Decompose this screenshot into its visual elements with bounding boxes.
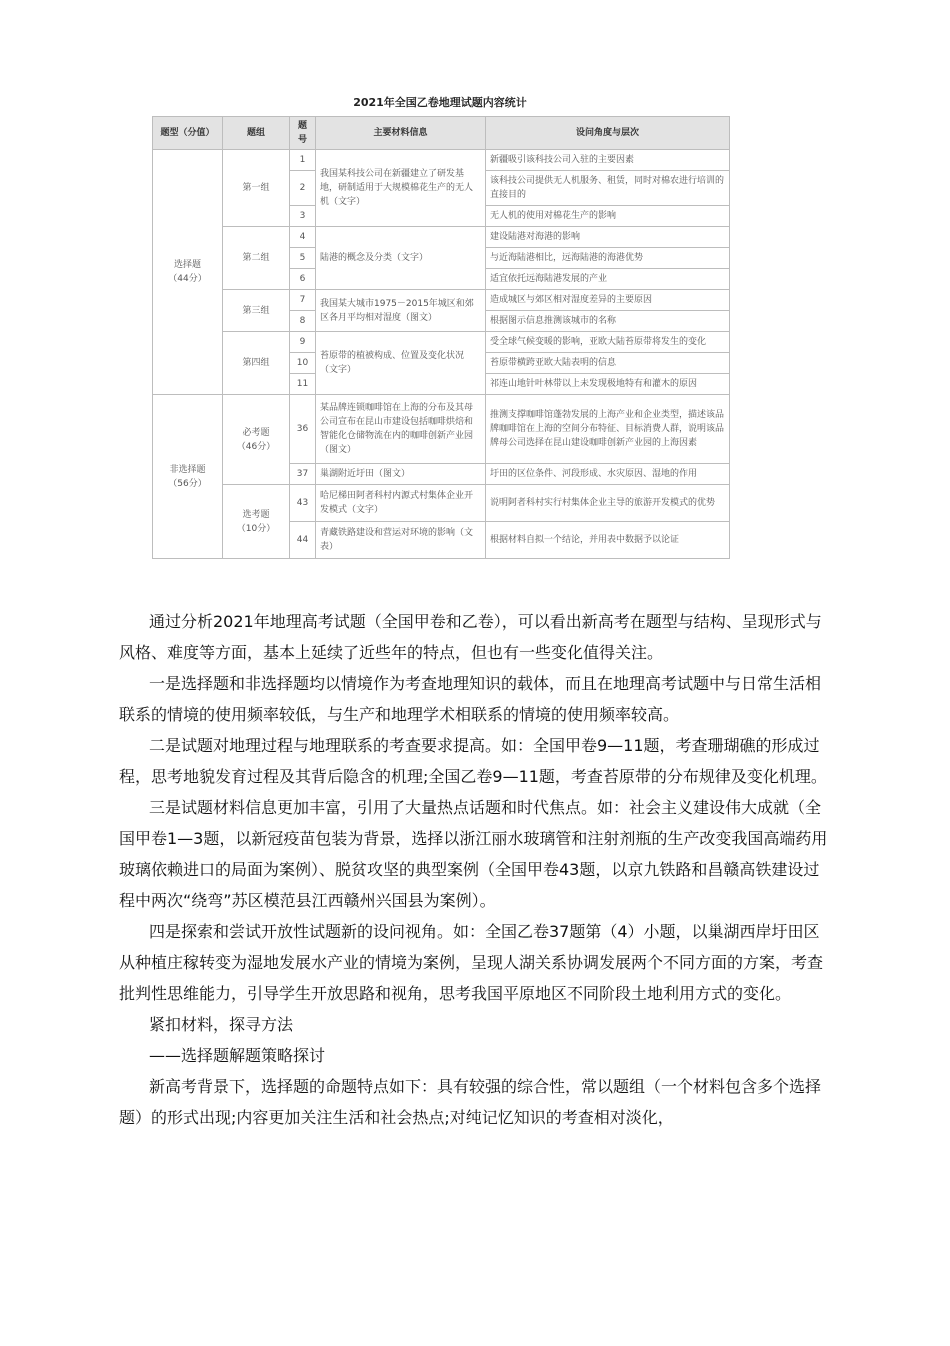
question-cell: 该科技公司提供无人机服务、租赁，同时对棉农进行培训的直接目的 xyxy=(486,171,730,206)
number-cell: 36 xyxy=(290,395,316,464)
question-cell: 推测支撑咖啡馆蓬勃发展的上海产业和企业类型，描述该品牌咖啡馆在上海的空间分布特征、目标消费人群，说明该品牌母公司选择在昆山建设咖啡创新产业园的上海因素 xyxy=(486,395,730,464)
table-row xyxy=(153,395,730,464)
number-cell: 11 xyxy=(290,374,316,395)
section-subheading: ——选择题解题策略探讨 xyxy=(149,1046,326,1065)
number-cell: 10 xyxy=(290,353,316,374)
question-cell: 无人机的使用对棉花生产的影响 xyxy=(486,206,730,227)
number-cell: 7 xyxy=(290,290,316,311)
number-cell: 3 xyxy=(290,206,316,227)
group-cell-optional: 选考题 （10分） xyxy=(223,485,290,559)
header-group: 题组 xyxy=(223,117,290,150)
number-cell: 9 xyxy=(290,332,316,353)
paragraph-point-two: 二是试题对地理过程与地理联系的考查要求提高。如：全国甲卷9—11题，考查珊瑚礁的形成过程，思考地貌发育过程及其背后隐含的机理;全国乙卷9—11题，考查苔原带的分布规律及变化机理。 xyxy=(119,736,827,786)
material-cell: 我国某大城市1975－2015年城区和郊区各月平均相对湿度（图文） xyxy=(316,290,486,332)
table-header-row xyxy=(153,117,730,150)
question-cell: 适宜依托远海陆港发展的产业 xyxy=(486,269,730,290)
paragraph-choice-features: 新高考背景下，选择题的命题特点如下：具有较强的综合性，常以题组（一个材料包含多个选择题）的形式出现;内容更加关注生活和社会热点;对纯记忆知识的考查相对淡化， xyxy=(119,1077,822,1127)
question-cell: 圩田的区位条件、河段形成、水灾原因、湿地的作用 xyxy=(486,464,730,485)
group-cell: 第二组 xyxy=(223,227,290,290)
statistics-table xyxy=(152,116,730,559)
header-number: 题号 xyxy=(290,117,316,150)
number-cell: 2 xyxy=(290,171,316,206)
paragraph-point-one: 一是选择题和非选择题均以情境作为考查地理知识的载体，而且在地理高考试题中与日常生活相联系的情境的使用频率较低，与生产和地理学术相联系的情境的使用频率较高。 xyxy=(119,674,822,724)
question-cell: 根据图示信息推测该城市的名称 xyxy=(486,311,730,332)
question-cell: 说明阿者科村实行村集体企业主导的旅游开发模式的优势 xyxy=(486,485,730,522)
statistics-figure xyxy=(148,86,732,598)
group-cell: 第四组 xyxy=(223,332,290,395)
number-cell: 6 xyxy=(290,269,316,290)
question-cell: 祁连山地针叶林带以上未发现极地特有和灌木的原因 xyxy=(486,374,730,395)
question-cell: 受全球气候变暖的影响，亚欧大陆苔原带将发生的变化 xyxy=(486,332,730,353)
question-cell: 与近海陆港相比，远海陆港的海港优势 xyxy=(486,248,730,269)
table-row xyxy=(153,227,730,248)
paragraph-point-four: 四是探索和尝试开放性试题新的设问视角。如：全国乙卷37题第（4）小题，以巢湖西岸圩田区从种植庄稼转变为湿地发展水产业的情境为案例，呈现人湖关系协调发展两个不同方面的方案，考查批判性思维能力，引导学生开放思路和视角，思考我国平原地区不同阶段土地利用方式的变化。 xyxy=(119,922,824,1003)
question-cell: 苔原带横跨亚欧大陆表明的信息 xyxy=(486,353,730,374)
number-cell: 1 xyxy=(290,150,316,171)
number-cell: 43 xyxy=(290,485,316,522)
table-row xyxy=(153,290,730,311)
group-cell: 第一组 xyxy=(223,150,290,227)
number-cell: 4 xyxy=(290,227,316,248)
group-cell-required: 必考题 （46分） xyxy=(223,395,290,485)
table-row xyxy=(153,485,730,522)
material-cell: 苔原带的植被构成、位置及变化状况（文字） xyxy=(316,332,486,395)
type-cell-choice: 选择题 （44分） xyxy=(153,150,223,395)
header-question: 设问角度与层次 xyxy=(486,117,730,150)
type-cell-nonchoice: 非选择题 （56分） xyxy=(153,395,223,559)
paragraph-intro: 通过分析2021年地理高考试题（全国甲卷和乙卷），可以看出新高考在题型与结构、呈现形式与风格、难度等方面，基本上延续了近些年的特点，但也有一些变化值得关注。 xyxy=(119,612,822,662)
material-cell: 我国某科技公司在新疆建立了研发基地，研制适用于大规模棉花生产的无人机（文字） xyxy=(316,150,486,227)
article-body xyxy=(119,606,831,1133)
figure-title: 2021年全国乙卷地理试题内容统计 xyxy=(353,96,527,109)
material-cell: 某品牌连锁咖啡馆在上海的分布及其母公司宣布在昆山市建设包括咖啡烘焙和智能化仓储物流在内的咖啡创新产业园（图文） xyxy=(316,395,486,464)
material-cell: 哈尼梯田阿者科村内源式村集体企业开发模式（文字） xyxy=(316,485,486,522)
table-row xyxy=(153,150,730,171)
number-cell: 44 xyxy=(290,522,316,559)
number-cell: 37 xyxy=(290,464,316,485)
header-material: 主要材料信息 xyxy=(316,117,486,150)
paragraph-point-three: 三是试题材料信息更加丰富，引用了大量热点话题和时代焦点。如：社会主义建设伟大成就（全国甲卷1—3题，以新冠疫苗包装为背景，选择以浙江丽水玻璃管和注射剂瓶的生产改变我国高端药用玻璃依赖进口的局面为案例）、脱贫攻坚的典型案例（全国甲卷43题，以京九铁路和昌赣高铁建设过程中两次“绕弯”苏区模范县江西赣州兴国县为案例）。 xyxy=(119,798,828,910)
question-cell: 造成城区与郊区相对湿度差异的主要原因 xyxy=(486,290,730,311)
table-row xyxy=(153,332,730,353)
material-cell: 巢湖附近圩田（图文） xyxy=(316,464,486,485)
question-cell: 新疆吸引该科技公司入驻的主要因素 xyxy=(486,150,730,171)
material-cell: 陆港的概念及分类（文字） xyxy=(316,227,486,290)
material-cell: 青藏铁路建设和营运对环境的影响（文表） xyxy=(316,522,486,559)
header-type: 题型（分值） xyxy=(153,117,223,150)
number-cell: 8 xyxy=(290,311,316,332)
section-heading: 紧扣材料，探寻方法 xyxy=(149,1015,294,1034)
number-cell: 5 xyxy=(290,248,316,269)
question-cell: 根据材料自拟一个结论，并用表中数据予以论证 xyxy=(486,522,730,559)
group-cell: 第三组 xyxy=(223,290,290,332)
question-cell: 建设陆港对海港的影响 xyxy=(486,227,730,248)
